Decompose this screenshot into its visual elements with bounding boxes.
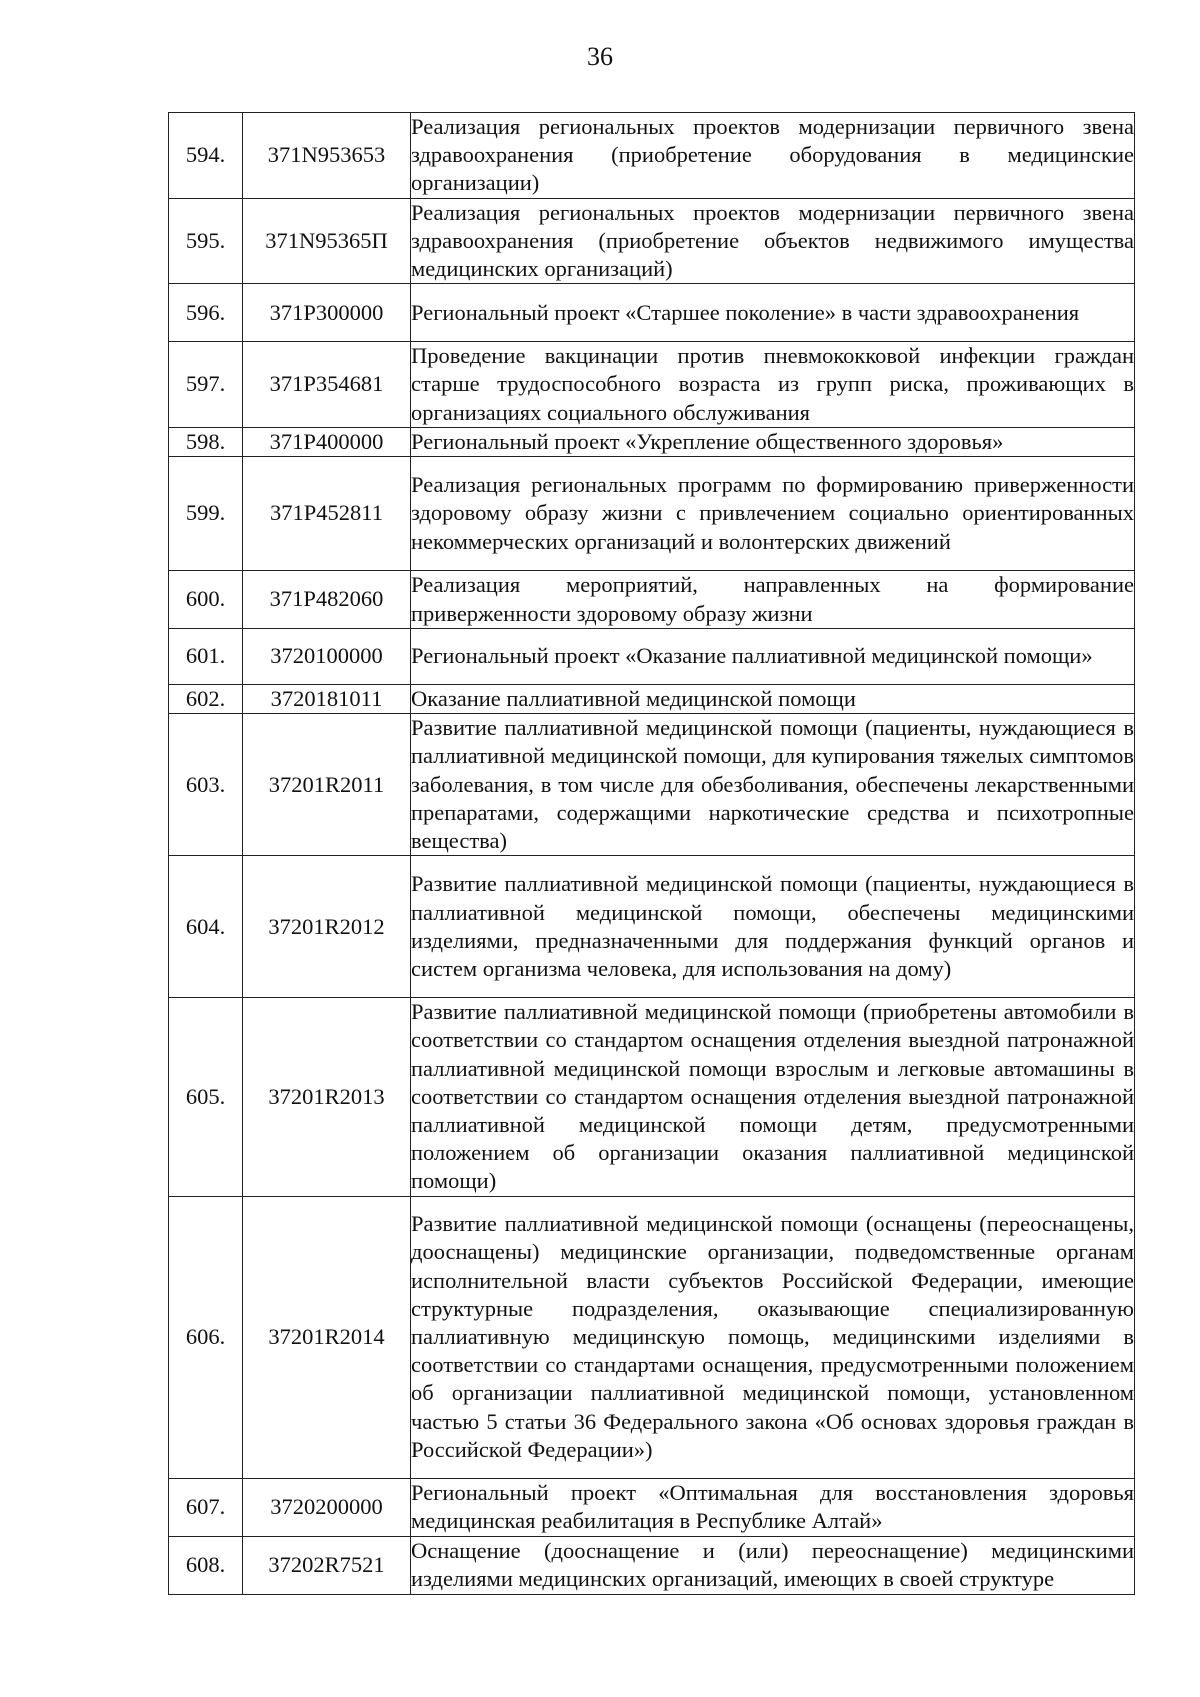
- row-name: Реализация региональных программ по формированию приверженности здоровому образу жизни с привлечением социально ориентированных некоммерческих организаций и волонтерских движений: [411, 457, 1135, 571]
- table-row: [169, 1478, 1135, 1536]
- row-code: 3720100000: [243, 629, 411, 685]
- row-name: Развитие паллиативной медицинской помощи (пациенты, нуждающиеся в паллиативной медицинской помощи, для купирования тяжелых симптомов заболевания, в том числе для обезболивания, обеспечены лекарственными препаратами, содержащими наркотические средства и психотропные вещества): [411, 714, 1135, 856]
- row-number: 598.: [169, 427, 243, 456]
- row-code: 3720200000: [243, 1478, 411, 1536]
- row-name: Региональный проект «Оказание паллиативной медицинской помощи»: [411, 629, 1135, 685]
- table-row: [169, 629, 1135, 685]
- row-name: Региональный проект «Старшее поколение» в части здравоохранения: [411, 284, 1135, 342]
- row-code: 371Р300000: [243, 284, 411, 342]
- table-row: [169, 284, 1135, 342]
- row-code: 371Р400000: [243, 427, 411, 456]
- table-row: [169, 1536, 1135, 1594]
- row-code: 37202R7521: [243, 1536, 411, 1594]
- row-number: 601.: [169, 629, 243, 685]
- row-number: 606.: [169, 1196, 243, 1478]
- row-name: Реализация мероприятий, направленных на формирование приверженности здоровому образу жизни: [411, 571, 1135, 629]
- table-row: [169, 427, 1135, 456]
- row-name: Оснащение (дооснащение и (или) переоснащение) медицинскими изделиями медицинских организаций, имеющих в своей структуре: [411, 1536, 1135, 1594]
- row-number: 608.: [169, 1536, 243, 1594]
- budget-classification-table: [168, 112, 1135, 1595]
- row-number: 594.: [169, 113, 243, 199]
- row-name: Развитие паллиативной медицинской помощи (приобретены автомобили в соответствии со стандартом оснащения отделения выездной патронажной паллиативной медицинской помощи взрослым и легковые автомашины в соответствии со стандартом оснащения отделения выездной патронажной паллиативной медицинской помощи детям, предусмотренными положением об организации оказания паллиативной медицинской помощи): [411, 998, 1135, 1196]
- row-number: 604.: [169, 856, 243, 998]
- row-code: 37201R2012: [243, 856, 411, 998]
- row-number: 600.: [169, 571, 243, 629]
- row-number: 595.: [169, 198, 243, 284]
- row-code: 37201R2014: [243, 1196, 411, 1478]
- table-row: [169, 998, 1135, 1196]
- table-row: [169, 1196, 1135, 1478]
- table-row: [169, 342, 1135, 428]
- table-row: [169, 457, 1135, 571]
- row-name: Реализация региональных проектов модернизации первичного звена здравоохранения (приобретение оборудования в медицинские организации): [411, 113, 1135, 199]
- page-number: 36: [587, 42, 613, 71]
- row-name: Оказание паллиативной медицинской помощи: [411, 685, 1135, 714]
- row-code: 37201R2013: [243, 998, 411, 1196]
- row-name: Реализация региональных проектов модернизации первичного звена здравоохранения (приобретение объектов недвижимого имущества медицинских организаций): [411, 198, 1135, 284]
- table-row: [169, 198, 1135, 284]
- table-row: [169, 685, 1135, 714]
- row-number: 596.: [169, 284, 243, 342]
- row-name: Региональный проект «Оптимальная для восстановления здоровья медицинская реабилитация в Республике Алтай»: [411, 1478, 1135, 1536]
- row-code: 3720181011: [243, 685, 411, 714]
- table-row: [169, 571, 1135, 629]
- table-row: [169, 856, 1135, 998]
- row-number: 605.: [169, 998, 243, 1196]
- row-code: 371Р452811: [243, 457, 411, 571]
- row-name: Региональный проект «Укрепление общественного здоровья»: [411, 427, 1135, 456]
- row-number: 597.: [169, 342, 243, 428]
- row-number: 599.: [169, 457, 243, 571]
- row-code: 371N95365П: [243, 198, 411, 284]
- row-name: Развитие паллиативной медицинской помощи (пациенты, нуждающиеся в паллиативной медицинской помощи, обеспечены медицинскими изделиями, предназначенными для поддержания функций органов и систем организма человека, для использования на дому): [411, 856, 1135, 998]
- row-name: Проведение вакцинации против пневмококковой инфекции граждан старше трудоспособного возраста из групп риска, проживающих в организациях социального обслуживания: [411, 342, 1135, 428]
- row-name: Развитие паллиативной медицинской помощи (оснащены (переоснащены, дооснащены) медицинские организации, подведомственные органам исполнительной власти субъектов Российской Федерации, имеющие структурные подразделения, оказывающие специализированную паллиативную медицинскую помощь, медицинскими изделиями в соответствии со стандартами оснащения, предусмотренными положением об организации паллиативной медицинской помощи, установленном частью 5 статьи 36 Федерального закона «Об основах здоровья граждан в Российской Федерации»): [411, 1196, 1135, 1478]
- table-row: [169, 714, 1135, 856]
- row-number: 603.: [169, 714, 243, 856]
- row-code: 37201R2011: [243, 714, 411, 856]
- row-code: 371Р354681: [243, 342, 411, 428]
- row-code: 371N953653: [243, 113, 411, 199]
- table-row: [169, 113, 1135, 199]
- row-code: 371Р482060: [243, 571, 411, 629]
- row-number: 602.: [169, 685, 243, 714]
- row-number: 607.: [169, 1478, 243, 1536]
